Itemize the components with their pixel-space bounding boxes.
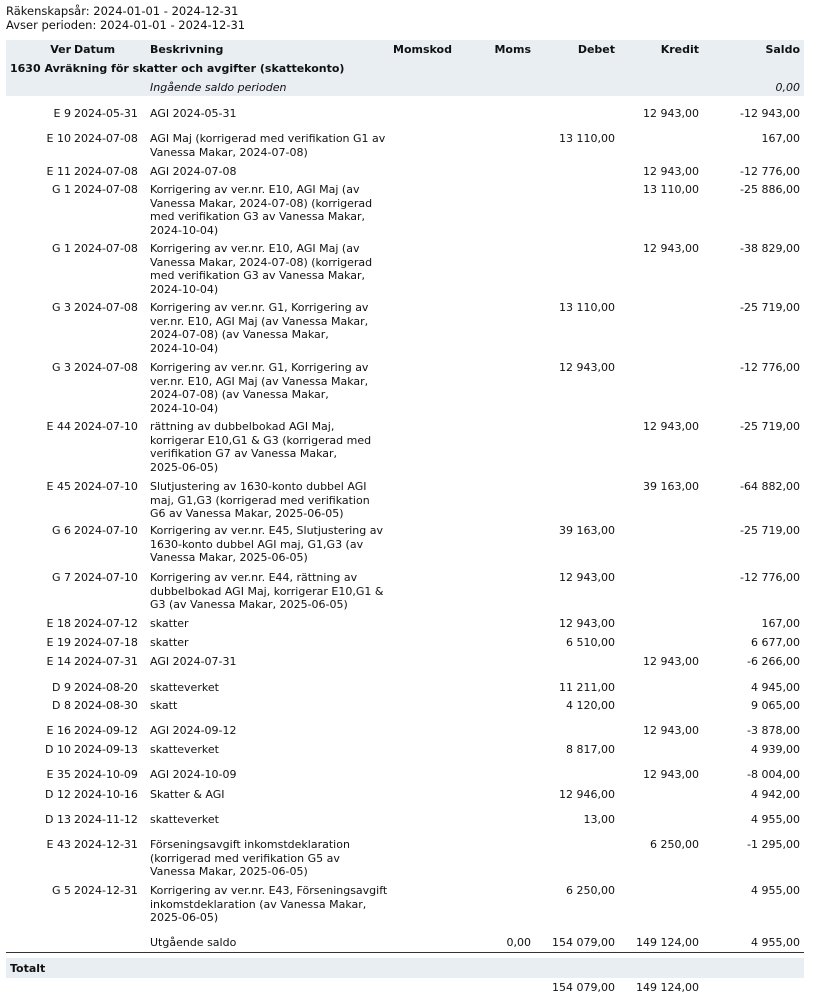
row-saldo: 4 942,00 bbox=[751, 788, 800, 801]
total-kredit: 149 124,00 bbox=[636, 981, 699, 994]
row-saldo: -12 776,00 bbox=[740, 165, 800, 178]
row-ver: E 14 bbox=[46, 655, 71, 668]
row-saldo: -12 776,00 bbox=[740, 361, 800, 374]
row-saldo: -8 004,00 bbox=[747, 768, 800, 781]
row-saldo: 9 065,00 bbox=[751, 699, 800, 712]
row-description-line: Slutjustering av 1630-konto dubbel AGI bbox=[150, 480, 367, 493]
row-description-line: med verifikation G3 av Vanessa Makar, bbox=[150, 210, 366, 223]
account-title: 1630 Avräkning för skatter och avgifter (skattekonto) bbox=[10, 62, 345, 75]
row-debet: 39 163,00 bbox=[559, 524, 615, 537]
row-description-line: skatteverket bbox=[150, 813, 219, 826]
closing-saldo: 4 955,00 bbox=[751, 936, 800, 949]
row-datum: 2024-07-08 bbox=[74, 242, 138, 255]
row-description-line: maj, G1,G3 (korrigerad med verifikation bbox=[150, 493, 370, 507]
row-saldo: -6 266,00 bbox=[747, 655, 800, 668]
row-saldo: -64 882,00 bbox=[740, 480, 800, 493]
row-kredit: 12 943,00 bbox=[643, 165, 699, 178]
row-description-line: Korrigering av ver.nr. E44, rättning av bbox=[150, 571, 358, 584]
row-saldo: 167,00 bbox=[761, 132, 800, 145]
row-ver: D 10 bbox=[45, 743, 71, 756]
row-description-line: 2024-10-04) bbox=[150, 341, 219, 355]
col-moms: Moms bbox=[494, 43, 531, 56]
closing-divider bbox=[6, 952, 804, 953]
row-description-line: 2024-10-04) bbox=[150, 282, 219, 296]
row-ver: E 43 bbox=[46, 838, 71, 851]
row-description-line: korrigerar E10,G1 & G3 (korrigerad med bbox=[150, 433, 372, 447]
col-datum: Datum bbox=[74, 43, 116, 56]
closing-moms: 0,00 bbox=[506, 936, 531, 949]
row-saldo: 4 939,00 bbox=[751, 743, 800, 756]
row-kredit: 6 250,00 bbox=[650, 838, 699, 851]
row-description-line: Korrigering av ver.nr. E43, Förseningsavgift bbox=[150, 884, 388, 897]
row-debet: 12 943,00 bbox=[559, 571, 615, 584]
row-description-line: skatteverket bbox=[150, 681, 219, 694]
row-ver: G 3 bbox=[51, 361, 71, 374]
row-saldo: -25 719,00 bbox=[740, 301, 800, 314]
row-datum: 2024-07-10 bbox=[74, 420, 138, 433]
row-ver: D 13 bbox=[45, 813, 71, 826]
row-debet: 4 120,00 bbox=[566, 699, 615, 712]
row-description-line: G3 (av Vanessa Makar, 2025-06-05) bbox=[150, 598, 348, 611]
row-description-line: 2024-10-04) bbox=[150, 401, 219, 415]
total-label: Totalt bbox=[10, 962, 46, 975]
row-ver: E 19 bbox=[46, 636, 71, 649]
row-kredit: 12 943,00 bbox=[643, 242, 699, 255]
col-saldo: Saldo bbox=[765, 43, 800, 56]
row-description-line: Skatter & AGI bbox=[150, 788, 225, 801]
row-datum: 2024-07-18 bbox=[74, 636, 138, 649]
row-ver: E 10 bbox=[46, 132, 71, 145]
report-period: Avser perioden: 2024-01-01 - 2024-12-31 bbox=[6, 18, 246, 32]
row-kredit: 12 943,00 bbox=[643, 655, 699, 668]
row-description-line: AGI 2024-07-08 bbox=[150, 165, 237, 178]
row-debet: 13 110,00 bbox=[559, 301, 615, 314]
row-datum: 2024-07-12 bbox=[74, 617, 138, 630]
row-datum: 2024-07-10 bbox=[74, 480, 138, 493]
row-debet: 13,00 bbox=[583, 813, 615, 826]
row-description-line: Vanessa Makar, 2024-07-08) (korrigerad bbox=[150, 196, 373, 210]
row-description-line: Vanessa Makar, 2025-06-05) bbox=[150, 551, 308, 564]
row-ver: D 9 bbox=[52, 681, 71, 694]
row-datum: 2024-07-08 bbox=[74, 165, 138, 178]
row-datum: 2024-08-20 bbox=[74, 681, 138, 694]
row-description-line: 2024-07-08) (av Vanessa Makar, bbox=[150, 328, 329, 341]
row-saldo: 4 955,00 bbox=[751, 813, 800, 826]
row-kredit: 13 110,00 bbox=[643, 183, 699, 196]
row-description-line: verifikation G7 av Vanessa Makar, bbox=[150, 447, 338, 460]
row-ver: G 1 bbox=[51, 183, 71, 196]
row-saldo: -12 776,00 bbox=[740, 571, 800, 584]
row-ver: E 18 bbox=[46, 617, 71, 630]
row-description-line: Korrigering av ver.nr. E45, Slutjustering av bbox=[150, 524, 383, 537]
row-description-line: dubbelbokad AGI Maj, korrigerar E10,G1 & bbox=[150, 584, 384, 598]
row-description-line: G6 av Vanessa Makar, 2025-06-05) bbox=[150, 507, 344, 520]
row-ver: E 44 bbox=[46, 420, 71, 433]
row-kredit: 12 943,00 bbox=[643, 724, 699, 737]
row-debet: 11 211,00 bbox=[559, 681, 615, 694]
row-description-line: ver.nr. E10, AGI Maj (av Vanessa Makar, bbox=[150, 374, 369, 388]
row-kredit: 12 943,00 bbox=[643, 107, 699, 120]
col-debet: Debet bbox=[577, 43, 615, 56]
row-saldo: -12 943,00 bbox=[740, 107, 800, 120]
row-ver: G 6 bbox=[51, 524, 71, 537]
row-description-line: skatt bbox=[150, 699, 178, 712]
row-datum: 2024-09-12 bbox=[74, 724, 138, 737]
row-kredit: 12 943,00 bbox=[643, 768, 699, 781]
row-description-line: 1630-konto dubbel AGI maj, G1,G3 (av bbox=[150, 537, 364, 551]
row-datum: 2024-07-08 bbox=[74, 132, 138, 145]
row-description-line: AGI 2024-10-09 bbox=[150, 768, 237, 781]
row-ver: G 3 bbox=[51, 301, 71, 314]
row-datum: 2024-07-08 bbox=[74, 183, 138, 196]
row-ver: D 12 bbox=[45, 788, 71, 801]
row-description-line: AGI 2024-07-31 bbox=[150, 655, 237, 668]
row-debet: 12 946,00 bbox=[559, 788, 615, 801]
row-ver: E 9 bbox=[53, 107, 71, 120]
row-saldo: -1 295,00 bbox=[747, 838, 800, 851]
row-description-line: (korrigerad med verifikation G5 av bbox=[150, 851, 340, 865]
row-saldo: 6 677,00 bbox=[751, 636, 800, 649]
closing-label: Utgående saldo bbox=[150, 936, 237, 949]
account-group-header bbox=[6, 58, 804, 96]
total-debet: 154 079,00 bbox=[552, 981, 615, 994]
row-debet: 12 943,00 bbox=[559, 617, 615, 630]
row-datum: 2024-12-31 bbox=[74, 884, 138, 897]
row-description-line: skatter bbox=[150, 636, 189, 649]
row-description-line: 2024-10-04) bbox=[150, 223, 219, 237]
row-saldo: -25 719,00 bbox=[740, 420, 800, 433]
row-saldo: 4 945,00 bbox=[751, 681, 800, 694]
row-description-line: Korrigering av ver.nr. E10, AGI Maj (av bbox=[150, 183, 360, 196]
row-description-line: 2025-06-05) bbox=[150, 460, 219, 474]
fiscal-year: Räkenskapsår: 2024-01-01 - 2024-12-31 bbox=[6, 4, 239, 18]
row-description-line: Förseningsavgift inkomstdeklaration bbox=[150, 838, 350, 851]
row-datum: 2024-05-31 bbox=[74, 107, 138, 120]
row-description-line: AGI Maj (korrigerad med verifikation G1 av bbox=[150, 132, 386, 145]
closing-debet: 154 079,00 bbox=[552, 936, 615, 949]
row-datum: 2024-07-08 bbox=[74, 361, 138, 374]
row-datum: 2024-07-08 bbox=[74, 301, 138, 314]
row-description-line: Vanessa Makar, 2024-07-08) bbox=[150, 145, 308, 159]
row-saldo: -25 886,00 bbox=[740, 183, 800, 196]
row-ver: G 5 bbox=[51, 884, 71, 897]
row-saldo: -3 878,00 bbox=[747, 724, 800, 737]
row-description-line: rättning av dubbelbokad AGI Maj, bbox=[150, 420, 335, 433]
row-description-line: 2024-07-08) (av Vanessa Makar, bbox=[150, 388, 329, 401]
row-description-line: skatteverket bbox=[150, 743, 219, 756]
row-datum: 2024-12-31 bbox=[74, 838, 138, 851]
row-debet: 12 943,00 bbox=[559, 361, 615, 374]
row-ver: E 35 bbox=[46, 768, 71, 781]
row-ver: E 16 bbox=[46, 724, 71, 737]
row-datum: 2024-08-30 bbox=[74, 699, 138, 712]
row-datum: 2024-07-10 bbox=[74, 571, 138, 584]
row-ver: G 7 bbox=[51, 571, 71, 584]
row-saldo: -25 719,00 bbox=[740, 524, 800, 537]
row-ver: E 45 bbox=[46, 480, 71, 493]
row-datum: 2024-07-10 bbox=[74, 524, 138, 537]
row-saldo: 4 955,00 bbox=[751, 884, 800, 897]
row-debet: 13 110,00 bbox=[559, 132, 615, 145]
col-momskod: Momskod bbox=[393, 43, 452, 56]
row-description-line: skatter bbox=[150, 617, 189, 630]
row-kredit: 12 943,00 bbox=[643, 420, 699, 433]
row-description-line: 2025-06-05) bbox=[150, 911, 219, 924]
row-datum: 2024-10-09 bbox=[74, 768, 138, 781]
row-description-line: AGI 2024-09-12 bbox=[150, 724, 237, 737]
table-header bbox=[6, 40, 804, 58]
row-description-line: Korrigering av ver.nr. E10, AGI Maj (av bbox=[150, 242, 360, 255]
row-description-line: inkomstdeklaration (av Vanessa Makar, bbox=[150, 897, 367, 911]
closing-kredit: 149 124,00 bbox=[636, 936, 699, 949]
row-description-line: Korrigering av ver.nr. G1, Korrigering av bbox=[150, 301, 369, 314]
row-ver: D 8 bbox=[52, 699, 71, 712]
row-ver: G 1 bbox=[51, 242, 71, 255]
opening-balance-label: Ingående saldo perioden bbox=[150, 81, 287, 94]
row-debet: 8 817,00 bbox=[566, 743, 615, 756]
row-debet: 6 510,00 bbox=[566, 636, 615, 649]
row-datum: 2024-11-12 bbox=[74, 813, 138, 826]
row-debet: 6 250,00 bbox=[566, 884, 615, 897]
row-description-line: AGI 2024-05-31 bbox=[150, 107, 237, 120]
row-description-line: Vanessa Makar, 2025-06-05) bbox=[150, 865, 308, 878]
row-datum: 2024-09-13 bbox=[74, 743, 138, 756]
row-datum: 2024-07-31 bbox=[74, 655, 138, 668]
row-description-line: Korrigering av ver.nr. G1, Korrigering av bbox=[150, 361, 369, 374]
row-description-line: ver.nr. E10, AGI Maj (av Vanessa Makar, bbox=[150, 314, 369, 328]
row-datum: 2024-10-16 bbox=[74, 788, 138, 801]
col-beskrivning: Beskrivning bbox=[150, 43, 224, 56]
row-ver: E 11 bbox=[46, 165, 71, 178]
col-ver: Ver bbox=[50, 43, 71, 56]
row-kredit: 39 163,00 bbox=[643, 480, 699, 493]
row-saldo: 167,00 bbox=[761, 617, 800, 630]
row-description-line: med verifikation G3 av Vanessa Makar, bbox=[150, 269, 366, 282]
row-saldo: -38 829,00 bbox=[740, 242, 800, 255]
total-bar bbox=[6, 958, 804, 978]
col-kredit: Kredit bbox=[660, 43, 699, 56]
row-description-line: Vanessa Makar, 2024-07-08) (korrigerad bbox=[150, 255, 373, 269]
opening-balance-value: 0,00 bbox=[775, 81, 800, 94]
